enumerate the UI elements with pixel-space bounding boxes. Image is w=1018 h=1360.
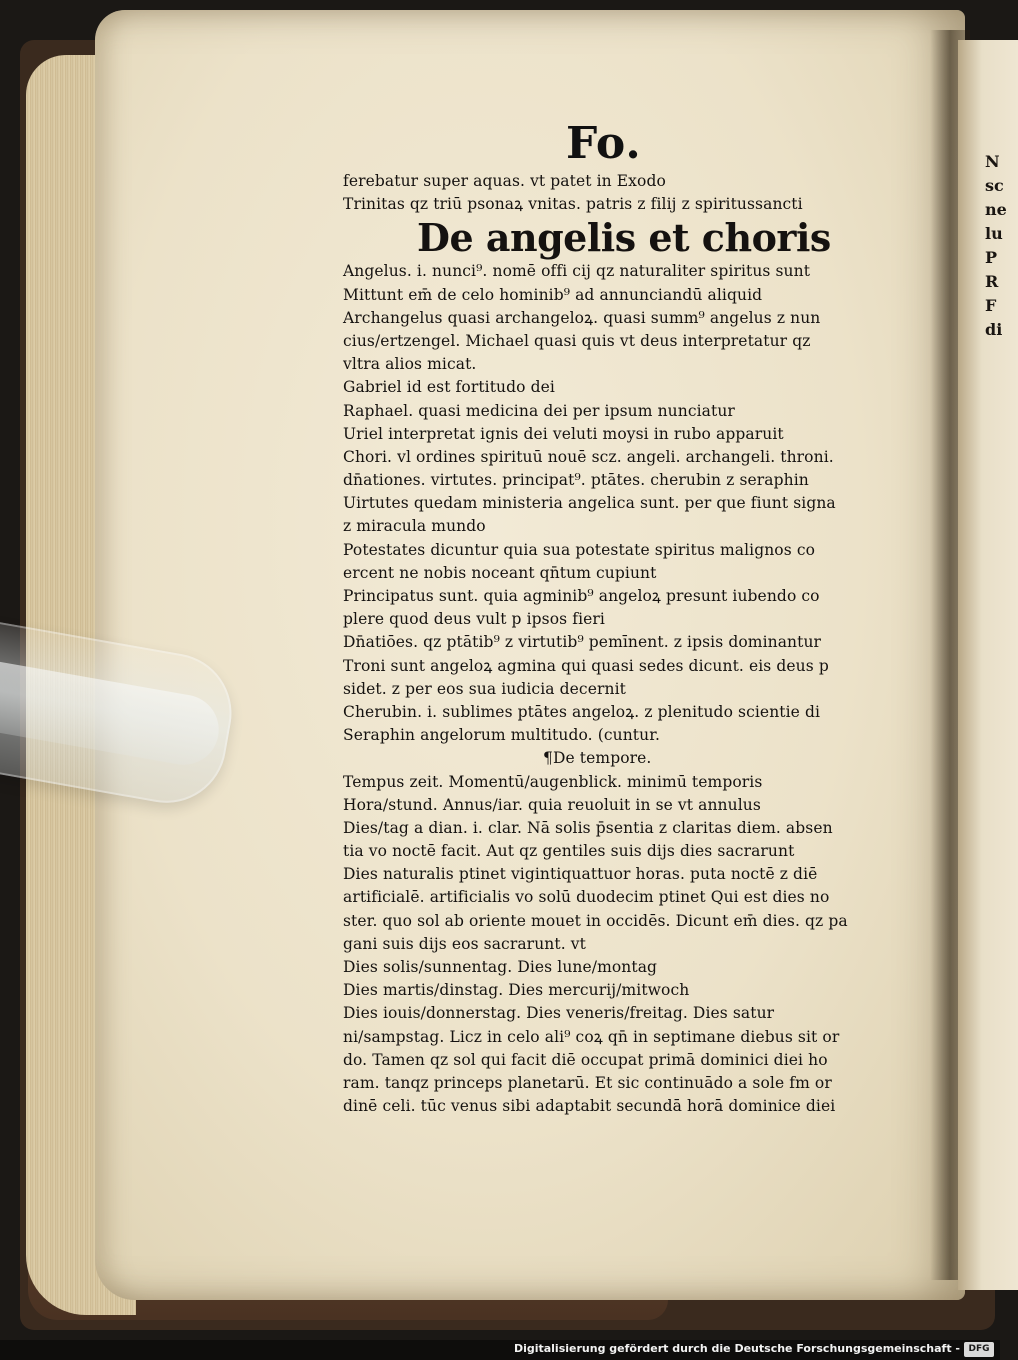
right-page-fragment: sc <box>985 176 1004 195</box>
text-line: Angelus. i. nunci⁹. nomē offi cij qz naturaliter spiritus sunt <box>343 262 811 281</box>
text-line: Chori. vl ordines spirituū nouē scz. angeli. archangeli. throni. <box>343 447 834 466</box>
text-line: Dies/tag a dian. i. clar. Nā solis p̄sentia z claritas diem. absen <box>343 818 833 837</box>
text-line: Seraphin angelorum multitudo. (cuntur. <box>343 726 661 745</box>
subheading: ¶De tempore. <box>543 749 652 768</box>
text-line: plere quod deus vult p ipsos fieri <box>343 610 605 629</box>
text-line: dn̄ationes. virtutes. principat⁹. ptātes. cherubin z seraphin <box>343 471 809 490</box>
text-line: Dies iouis/donnerstag. Dies veneris/freitag. Dies satur <box>343 1004 775 1023</box>
footer-credit: Digitalisierung gefördert durch die Deutsche Forschungsgemeinschaft - <box>513 1342 960 1355</box>
right-page-fragment: F <box>985 296 997 315</box>
text-line: Troni sunt angeloꝝ agmina qui quasi sedes dicunt. eis deus p <box>343 656 829 675</box>
text-line: ram. tanqz princeps planetarū. Et sic continuādo a sole fm or <box>343 1073 832 1092</box>
text-line: ster. quo sol ab oriente mouet in occidēs. Dicunt em̄ dies. qz pa <box>343 911 848 930</box>
text-line: Gabriel id est fortitudo dei <box>343 378 555 397</box>
text-line: Dies martis/dinstag. Dies mercurij/mitwoch <box>343 981 690 1000</box>
text-line: Hora/stund. Annus/iar. quia reuoluit in se vt annulus <box>343 795 761 814</box>
text-line: Tempus zeit. Momentū/augenblick. minimū temporis <box>343 772 763 791</box>
text-line: ferebatur super aquas. vt patet in Exodo <box>343 172 666 190</box>
folio-number: Fo. <box>566 118 642 169</box>
dfg-logo: DFG <box>964 1342 994 1357</box>
text-line: Dies solis/sunnentag. Dies lune/montag <box>343 958 658 976</box>
text-line: Raphael. quasi medicina dei per ipsum nunciatur <box>343 401 735 420</box>
right-page-fragment: N <box>985 152 1000 171</box>
text-line: do. Tamen qz sol qui facit diē occupat primā dominici diei ho <box>343 1050 828 1069</box>
text-line: dinē celi. tūc venus sibi adaptabit secundā horā dominice diei <box>343 1097 836 1116</box>
text-line: ercent ne nobis noceant qn̄tum cupiunt <box>343 563 657 582</box>
text-line: Cherubin. i. sublimes ptātes angeloꝝ. z plenitudo scientie di <box>343 702 821 721</box>
text-line: Potestates dicuntur quia sua potestate spiritus malignos co <box>343 540 816 559</box>
section-heading: De angelis et choris <box>417 215 831 261</box>
text-line: ni/sampstag. Licz in celo ali⁹ coꝝ qn̄ in septimane diebus sit or <box>343 1027 840 1046</box>
text-line: sidet. z per eos sua iudicia decernit <box>343 679 626 698</box>
text-block <box>343 170 893 1118</box>
right-page-fragment: P <box>985 248 998 267</box>
text-line: cius/ertzengel. Michael quasi quis vt deus interpretatur qz <box>343 331 811 350</box>
text-line: Dies naturalis ptinet vigintiquattuor horas. puta noctē z diē <box>343 865 818 884</box>
tempore-lines <box>343 771 893 1119</box>
text-line: gani suis dijs eos sacrarunt. vt <box>343 934 586 953</box>
text-line: Trinitas qz triū psonaꝝ vnitas. patris z filij z spiritussancti <box>343 195 803 214</box>
text-line: Dn̄atiōes. qz ptātib⁹ z virtutib⁹ pemīnent. z ipsis dominantur <box>343 633 822 652</box>
right-page-text <box>985 150 1005 342</box>
text-line: Uirtutes quedam ministeria angelica sunt. per que fiunt signa <box>343 494 836 513</box>
text-line: vltra alios micat. <box>343 355 477 374</box>
pre-heading-lines <box>343 170 893 216</box>
text-line: Archangelus quasi archangeloꝝ. quasi summ⁹ angelus z nun <box>343 308 821 327</box>
right-page-fragment: ne <box>985 200 1007 219</box>
text-line: Principatus sunt. quia agminib⁹ angeloꝝ presunt iubendo co <box>343 587 820 605</box>
text-line: artificialē. artificialis vo solū duodecim ptinet Qui est dies no <box>343 888 830 907</box>
text-line: Uriel interpretat ignis dei veluti moysi in rubo apparuit <box>343 424 784 443</box>
right-page-fragment: R <box>985 272 999 291</box>
text-line: tia vo noctē facit. Aut qz gentiles suis dijs dies sacrarunt <box>343 842 795 861</box>
angels-lines <box>343 260 893 747</box>
right-page-fragment: lu <box>985 224 1003 243</box>
text-line: Mittunt em̄ de celo hominib⁹ ad annunciandū aliquid <box>343 285 763 304</box>
right-page-fragment: di <box>985 320 1003 339</box>
text-line: z miracula mundo <box>343 517 486 536</box>
